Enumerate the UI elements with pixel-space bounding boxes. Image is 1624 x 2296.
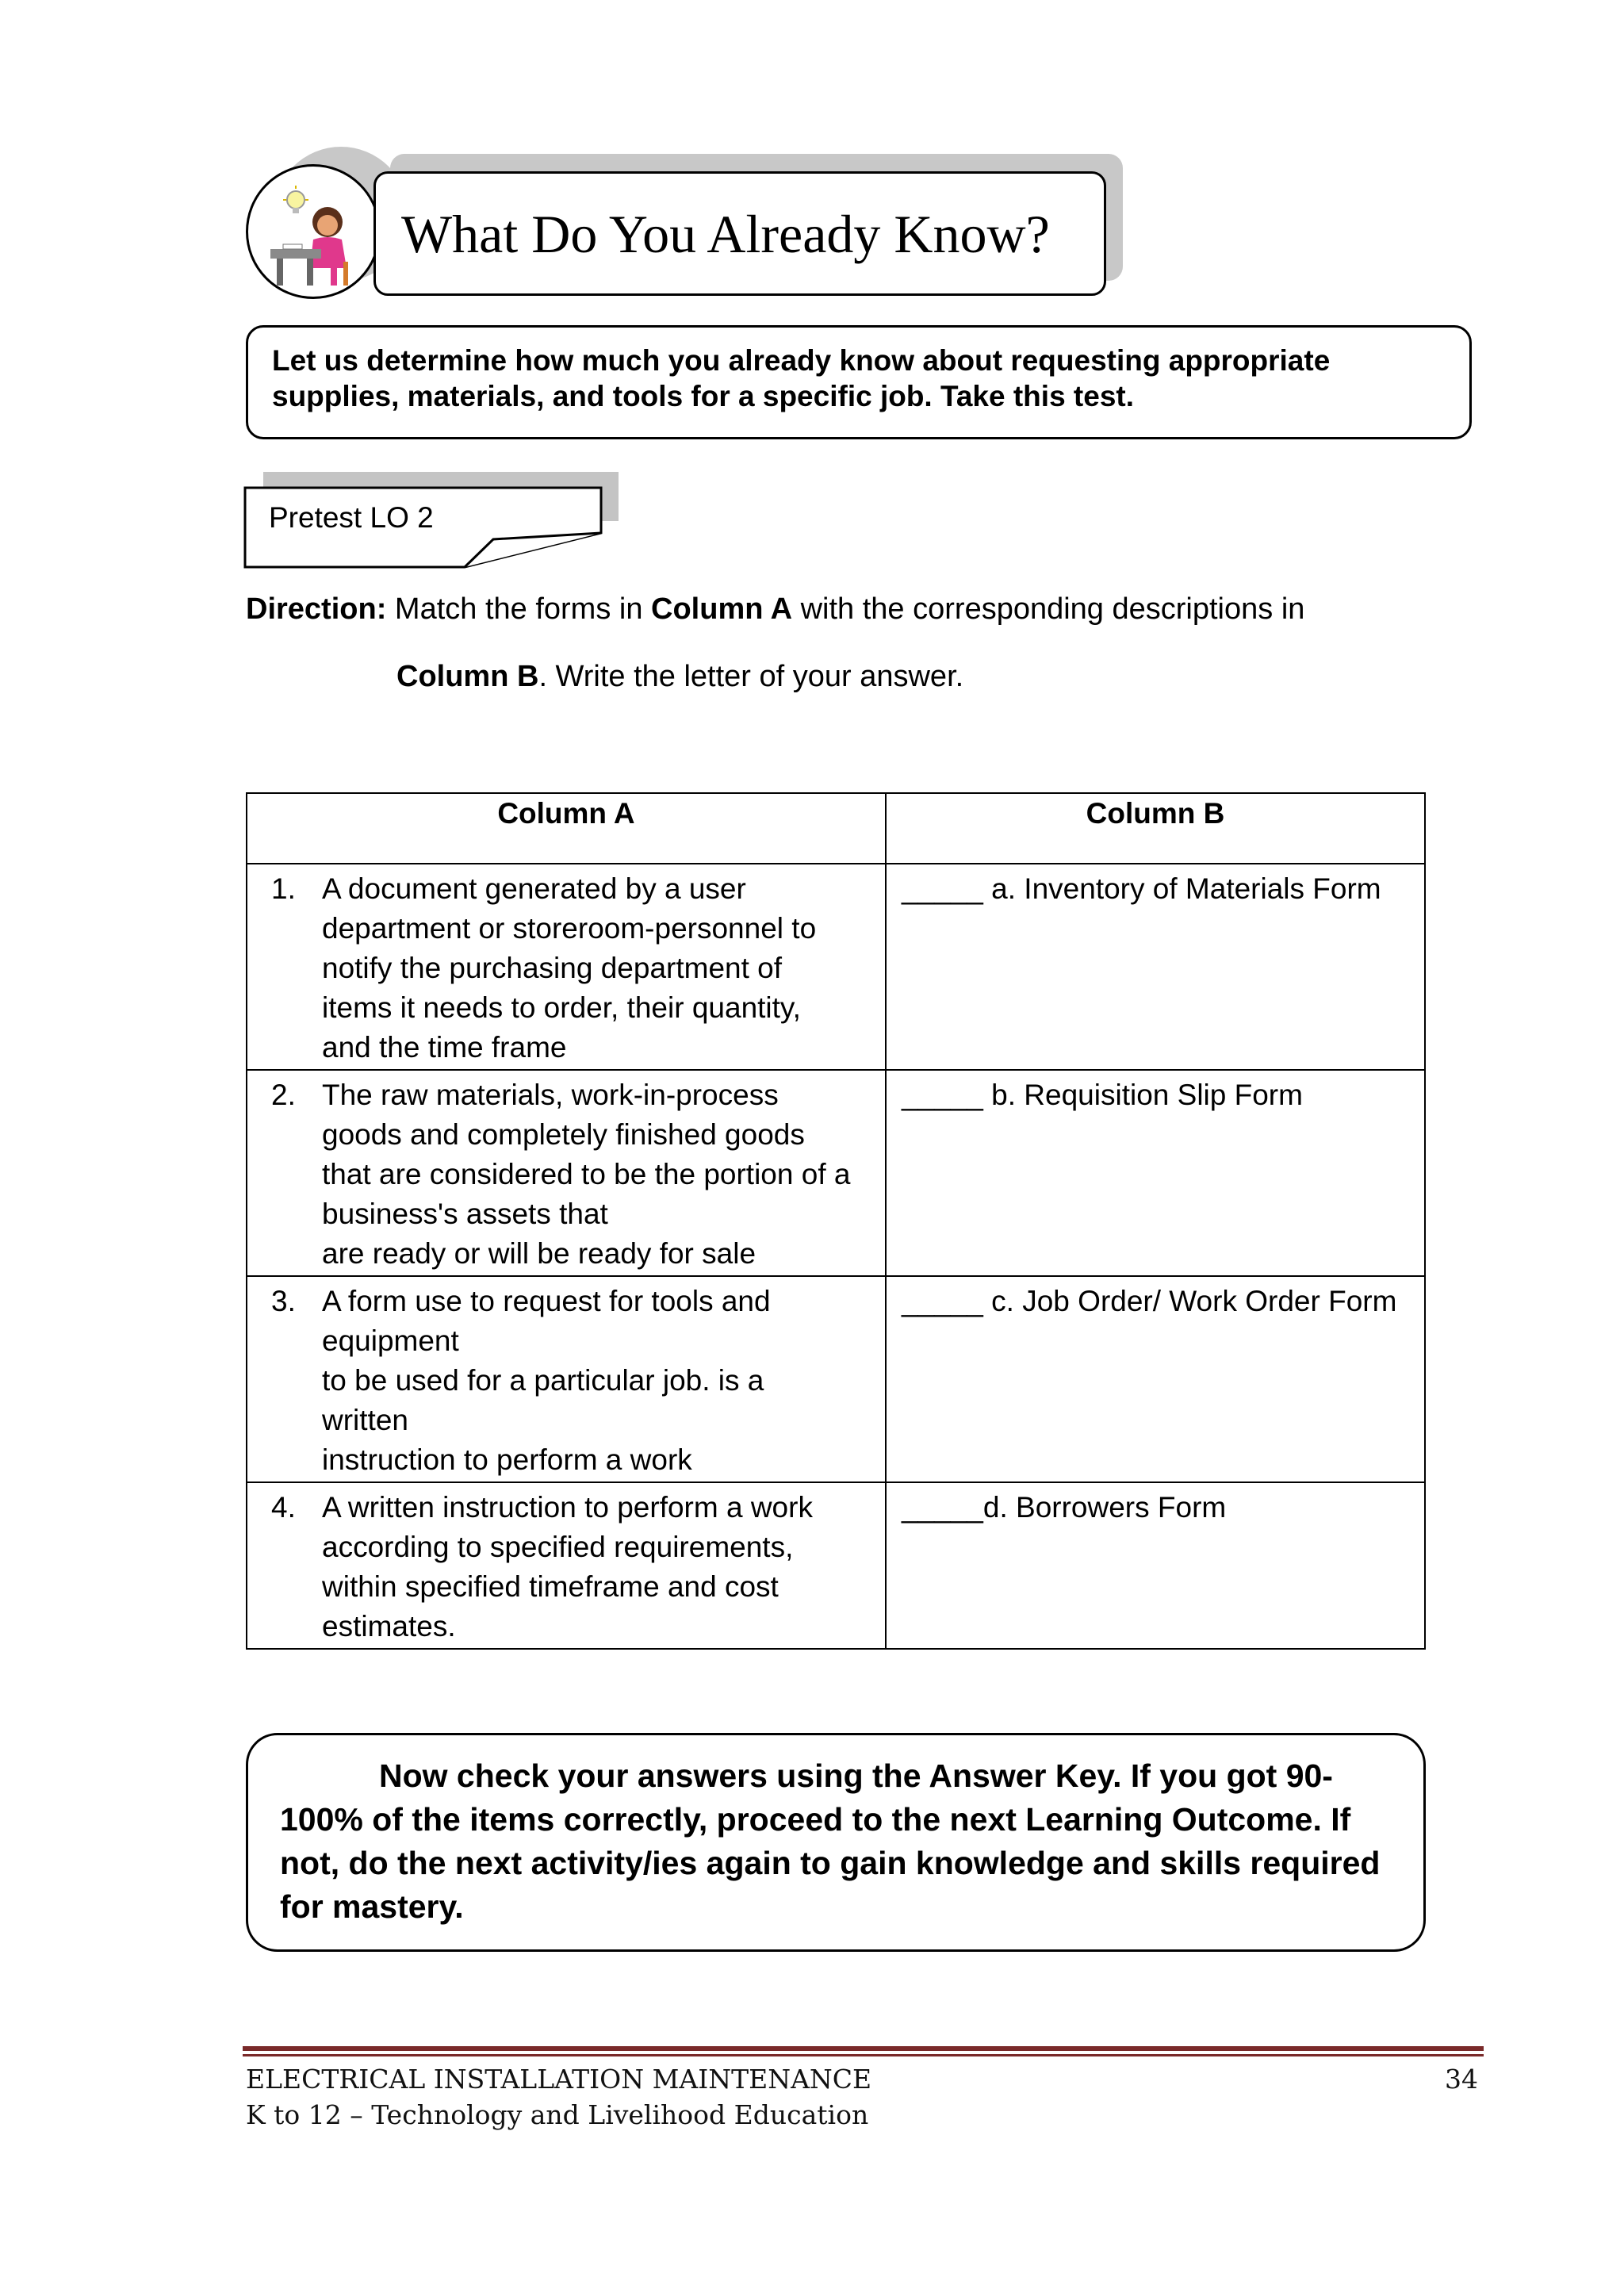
- title-banner: [373, 171, 1106, 296]
- pretest-label: Pretest LO 2: [269, 501, 434, 534]
- table-row: [247, 1070, 1425, 1276]
- item-line: items it needs to order, their quantity,: [322, 991, 801, 1024]
- item-description: [322, 1075, 877, 1274]
- page-number: 34: [1445, 2064, 1478, 2095]
- item-number: 1.: [271, 872, 296, 905]
- direction-part-1: Match the forms in: [386, 592, 652, 626]
- item-line: according to specified requirements,: [322, 1531, 794, 1563]
- direction-column-a: Column A: [651, 592, 793, 626]
- item-line: business's assets that: [322, 1198, 608, 1230]
- intro-box: [246, 325, 1472, 439]
- table-header-row: [247, 793, 1425, 864]
- item-4: [247, 1483, 885, 1648]
- direction-part-2: with the corresponding descriptions in: [792, 592, 1305, 626]
- item-line: equipment: [322, 1324, 459, 1357]
- direction-lead: Direction:: [246, 592, 387, 626]
- item-line: to be used for a particular job. is a: [322, 1364, 764, 1397]
- column-a-cell: [247, 864, 886, 1070]
- answer-choice-d: _____d. Borrowers Form: [886, 1482, 1425, 1649]
- table-row: [247, 1276, 1425, 1482]
- item-number: 2.: [271, 1079, 296, 1111]
- direction-column-b: Column B: [396, 660, 539, 693]
- student-at-desk-icon: [246, 164, 381, 299]
- intro-text: Let us determine how much you already know about requesting appropriate supplies, materials, and tools for a specific job. Take this test.: [272, 344, 1331, 412]
- item-description: [322, 1488, 877, 1646]
- item-line: The raw materials, work-in-process: [322, 1079, 779, 1111]
- item-line: goods and completely finished goods: [322, 1118, 805, 1151]
- footer-program: K to 12 – Technology and Livelihood Education: [246, 2099, 869, 2130]
- item-line: notify the purchasing department of: [322, 952, 783, 984]
- item-line: A written instruction to perform a work: [322, 1491, 813, 1524]
- column-a-header: Column A: [247, 793, 886, 864]
- item-number: 3.: [271, 1285, 296, 1317]
- item-line: department or storeroom-personnel to: [322, 912, 817, 945]
- direction-line-2: [396, 659, 963, 694]
- answer-choice-c: _____ c. Job Order/ Work Order Form: [886, 1276, 1425, 1482]
- footer-subject: ELECTRICAL INSTALLATION MAINTENANCE: [246, 2064, 872, 2095]
- check-answers-text: Now check your answers using the Answer Key. If you got 90-100% of the items correctly, proceed to the next Learning Outcome. If not, do the next activity/ies again to gain knowledge and skills required for mastery.: [280, 1757, 1381, 1925]
- column-b-header: Column B: [886, 793, 1425, 864]
- item-description: [322, 869, 877, 1068]
- item-line: A form use to request for tools and: [322, 1285, 771, 1317]
- footer-rule-thin: [243, 2054, 1484, 2056]
- matching-table: [246, 792, 1426, 1650]
- table-row: [247, 864, 1425, 1070]
- direction-part-3: . Write the letter of your answer.: [538, 660, 964, 693]
- item-line: and the time frame: [322, 1031, 567, 1064]
- direction-line-1: [246, 592, 1304, 627]
- item-line: estimates.: [322, 1610, 456, 1642]
- column-a-cell: [247, 1070, 886, 1276]
- check-answers-box: [246, 1733, 1426, 1952]
- page-title: What Do You Already Know?: [401, 203, 1050, 264]
- footer-rule-thick: [243, 2046, 1484, 2051]
- item-number: 4.: [271, 1491, 296, 1524]
- item-3: [247, 1277, 885, 1481]
- column-a-cell: [247, 1276, 886, 1482]
- item-line: are ready or will be ready for sale: [322, 1237, 756, 1270]
- item-line: within specified timeframe and cost: [322, 1570, 779, 1603]
- item-line: written: [322, 1404, 408, 1436]
- item-line: A document generated by a user: [322, 872, 746, 905]
- item-line: instruction to perform a work: [322, 1443, 692, 1476]
- answer-choice-a: _____ a. Inventory of Materials Form: [886, 864, 1425, 1070]
- column-a-cell: [247, 1482, 886, 1649]
- item-1: [247, 864, 885, 1069]
- item-description: [322, 1282, 877, 1480]
- item-line: that are considered to be the portion of a: [322, 1158, 851, 1190]
- table-row: [247, 1482, 1425, 1649]
- item-2: [247, 1071, 885, 1275]
- answer-choice-b: _____ b. Requisition Slip Form: [886, 1070, 1425, 1276]
